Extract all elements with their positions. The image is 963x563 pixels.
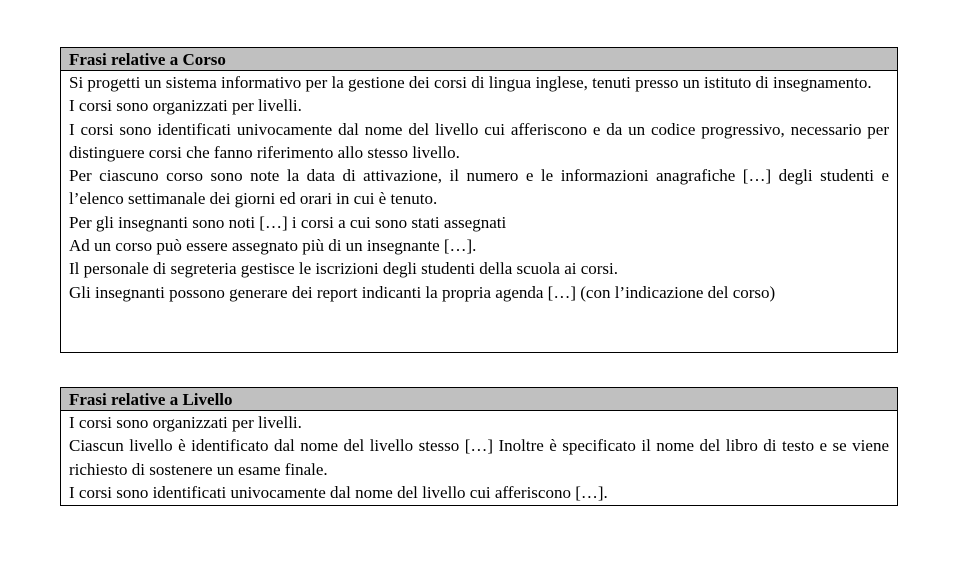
- paragraph: Si progetti un sistema informativo per la gestione dei corsi di lingua inglese, tenuti presso un istituto di insegnamento.: [69, 73, 872, 92]
- section-corso: [60, 47, 898, 353]
- section-title-livello: Frasi relative a Livello: [61, 388, 897, 411]
- section-body-livello: [61, 411, 897, 504]
- section-body-corso: [61, 71, 897, 304]
- paragraph: I corsi sono organizzati per livelli.: [69, 96, 302, 116]
- paragraph: Gli insegnanti possono generare dei report indicanti la propria agenda […] (con l’indicazione del corso): [69, 282, 776, 302]
- paragraph: I corsi sono identificati univocamente dal nome del livello cui afferiscono e da un codice progressivo, necessario per distinguere corsi che fanno riferimento allo stesso livello.: [69, 119, 889, 162]
- paragraph: I corsi sono identificati univocamente dal nome del livello cui afferiscono […].: [69, 482, 608, 502]
- paragraph: Ciascun livello è identificato dal nome del livello stesso […] Inoltre è specificato il nome del libro di testo e se viene richiesto di sostenere un esame finale.: [69, 436, 889, 479]
- section-title-corso: Frasi relative a Corso: [61, 48, 897, 71]
- paragraph: Il personale di segreteria gestisce le iscrizioni degli studenti della scuola ai corsi.: [69, 259, 619, 279]
- paragraph: Ad un corso può essere assegnato più di un insegnante […].: [69, 236, 477, 256]
- paragraph: Per ciascuno corso sono note la data di attivazione, il numero e le informazioni anagrafiche […] degli studenti e l’elenco settimanale dei giorni ed orari in cui è tenuto.: [69, 166, 889, 209]
- section-livello: [60, 387, 898, 506]
- paragraph: Per gli insegnanti sono noti […] i corsi a cui sono stati assegnati: [69, 212, 507, 232]
- paragraph: I corsi sono organizzati per livelli.: [69, 413, 302, 432]
